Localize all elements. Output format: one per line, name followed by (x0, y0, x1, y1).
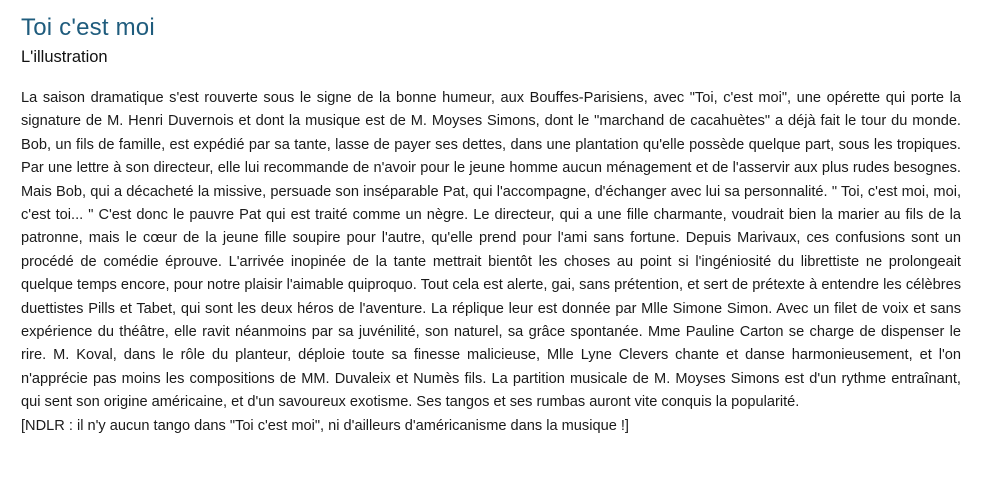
editor-note: [NDLR : il n'y aucun tango dans "Toi c'est moi", ni d'ailleurs d'américanisme dans la musique !] (21, 417, 629, 434)
document-subtitle: L'illustration (21, 48, 108, 66)
body-paragraph: La saison dramatique s'est rouverte sous le signe de la bonne humeur, aux Bouffes-Parisiens, avec "Toi, c'est moi", une opérette qui porte la signature de M. Henri Duvernois et dont la musique est de M. Moyses Simons, dont le "marchand de cacahuètes" a déjà fait le tour du monde. Bob, un fils de famille, est expédié par sa tante, lasse de payer ses dettes, dans une plantation qu'elle possède quelque part, sous les tropiques. Par une lettre à son directeur, elle lui recommande de n'avoir pour le jeune homme aucun ménagement et de l'asservir aux plus rudes besognes. Mais Bob, qui a décacheté la missive, persuade son inséparable Pat, qui l'accompagne, d'échanger avec lui sa personnalité. " Toi, c'est moi, moi, c'est toi... " C'est donc le pauvre Pat qui est traité comme un nègre. Le directeur, qui a une fille charmante, voudrait bien la marier au fils de la patronne, mais le cœur de la jeune fille soupire pour l'autre, qu'elle prend pour l'ami sans fortune. Depuis Marivaux, ces confusions sont un procédé de comédie éprouve. L'arrivée inopinée de la tante mettrait bientôt les choses au point si l'ingéniosité du librettiste ne prolongeait quelque temps encore, pour notre plaisir l'aimable quiproquo. Tout cela est alerte, gai, sans prétention, et sert de prétexte à entendre les célèbres duettistes Pills et Tabet, qui sont les deux héros de l'aventure. La réplique leur est donnée par Mlle Simone Simon. Avec un filet de voix et sans expérience du théâtre, elle ravit néanmoins par sa juvénilité, son naturel, sa grâce spontanée. Mme Pauline Carton se charge de dispenser le rire. M. Koval, dans le rôle du planteur, déploie toute sa finesse malicieuse, Mlle Lyne Clevers chante et danse harmonieusement, et l'on n'apprécie pas moins les compositions de MM. Duvaleix et Numès fils. La partition musicale de M. Moyses Simons est d'un rythme entraînant, qui sent son origine américaine, et d'un savoureux exotisme. Ses tangos et ses rumbas auront vite conquis la popularité. (21, 90, 961, 411)
document-title: Toi c'est moi (21, 14, 155, 41)
